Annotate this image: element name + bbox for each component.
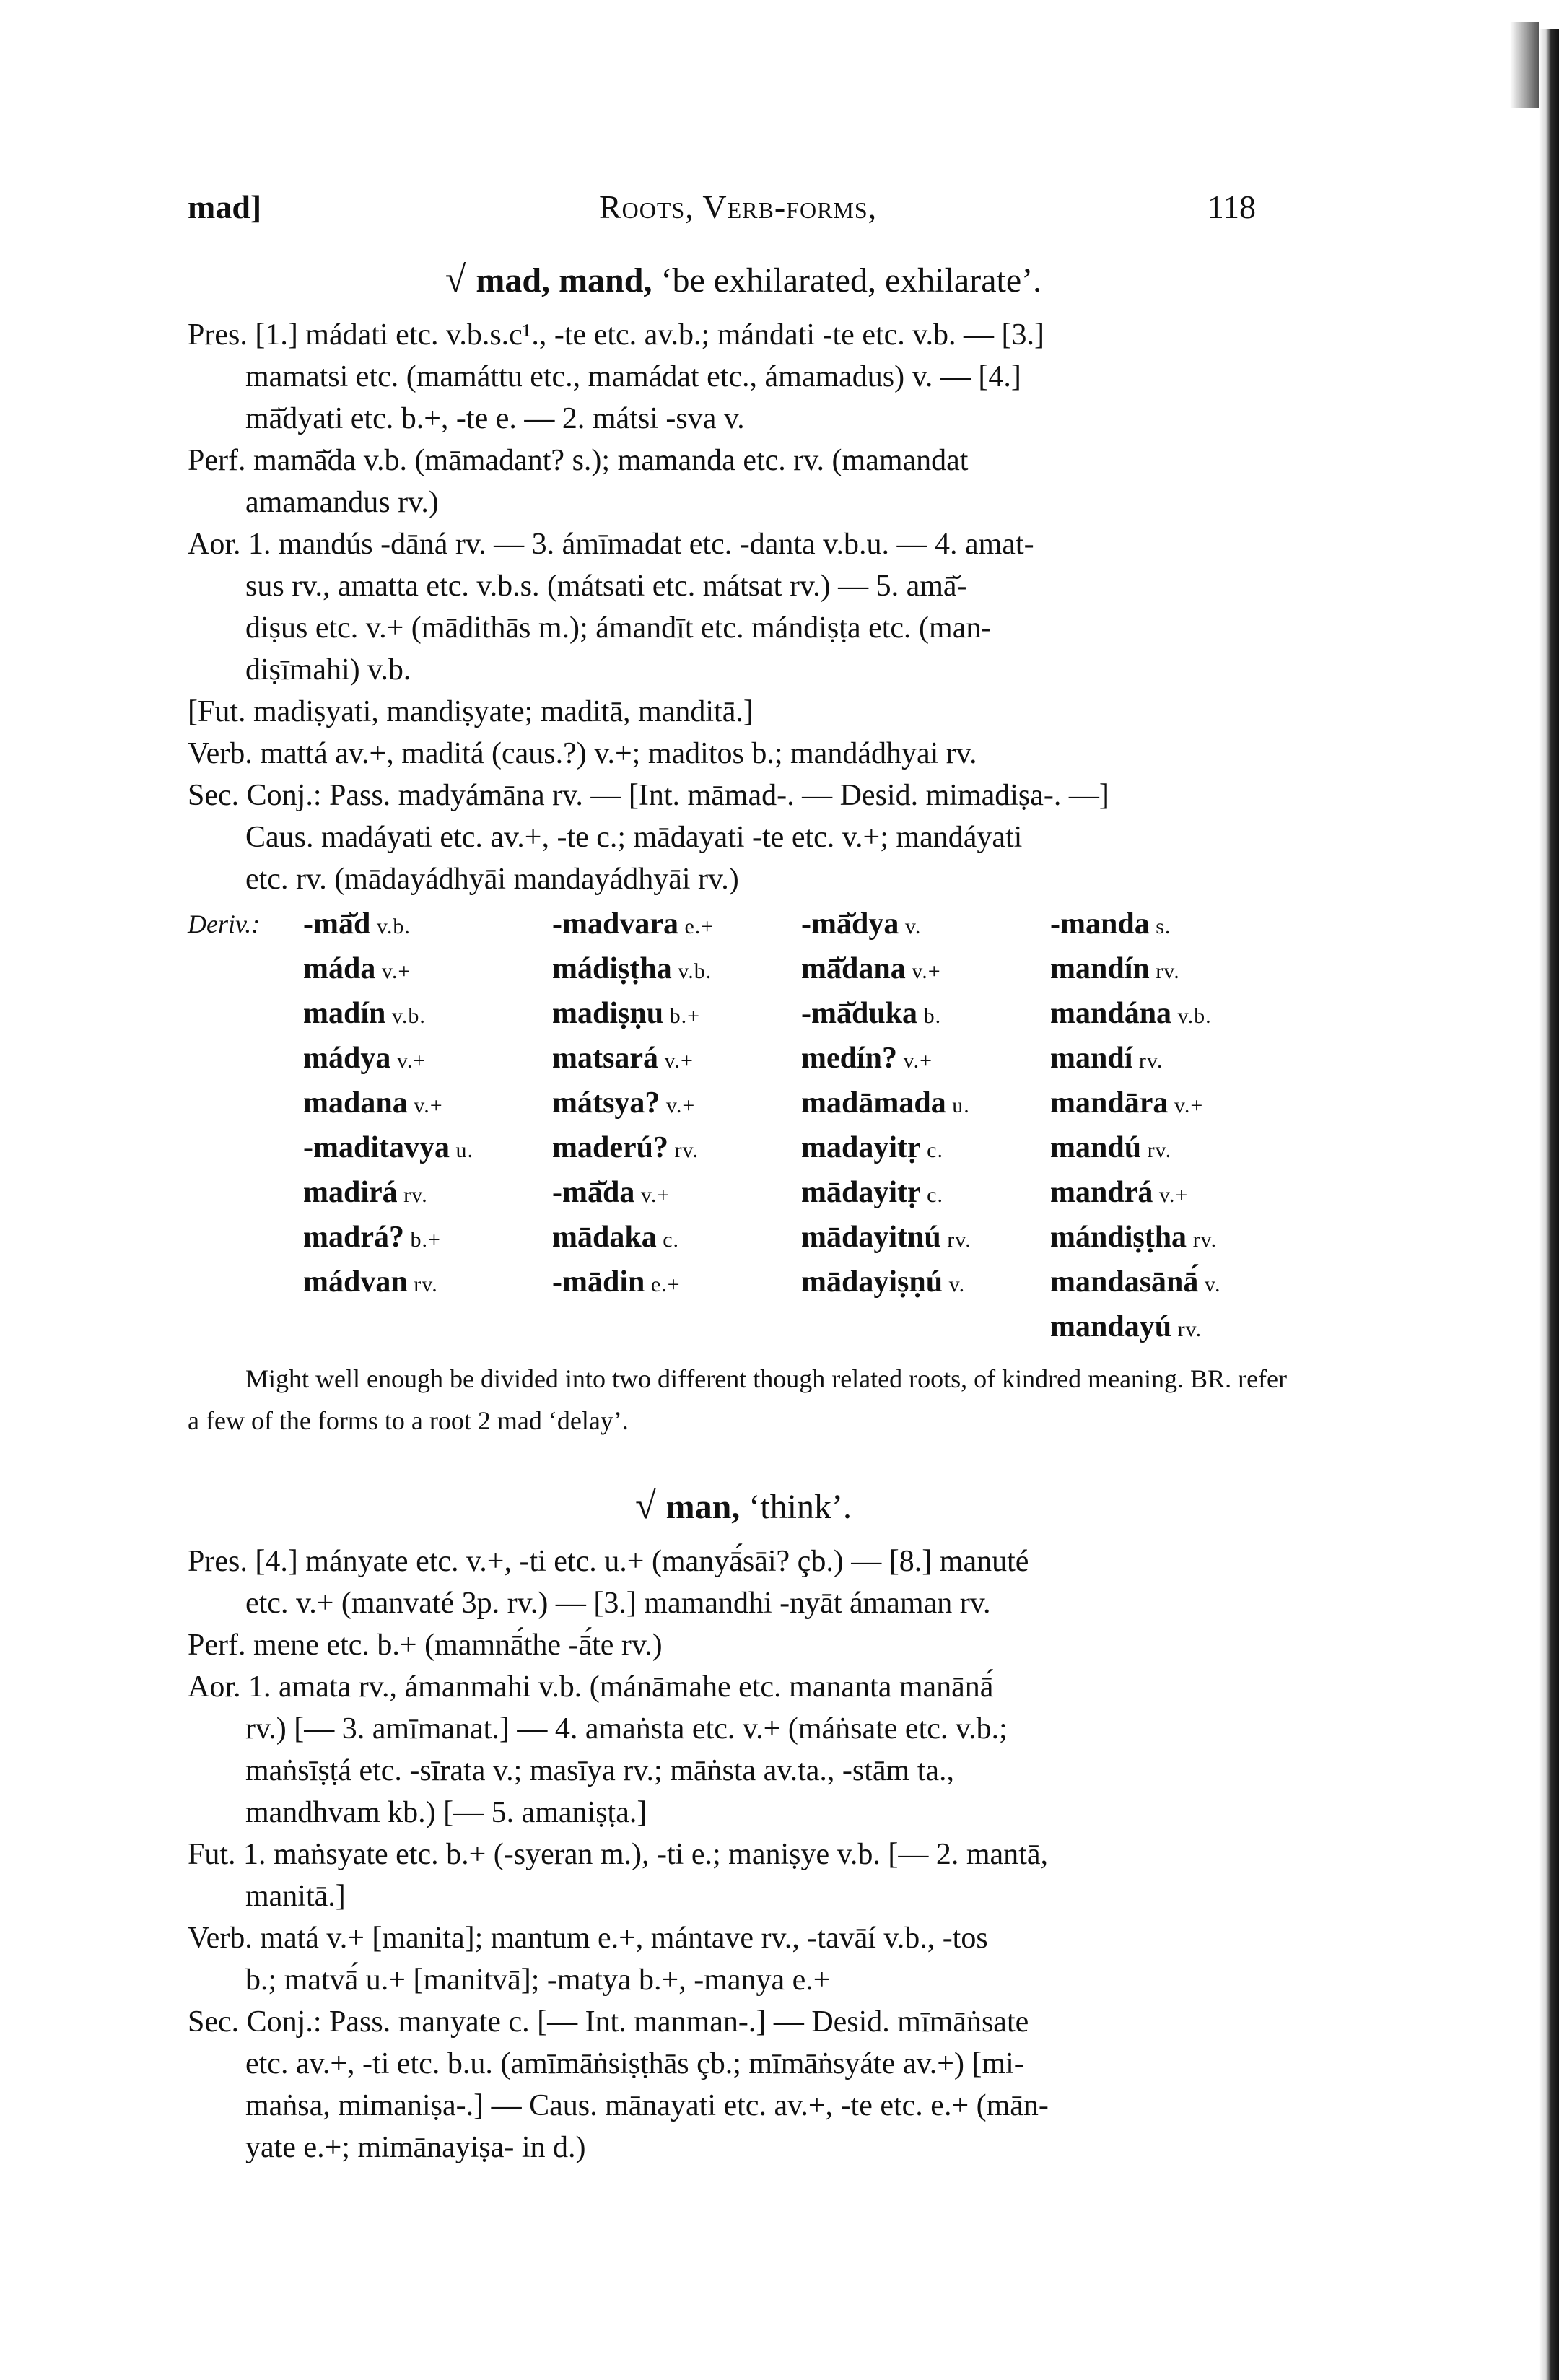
- deriv-word: mandāra: [1050, 1086, 1169, 1120]
- deriv-item: [552, 1172, 801, 1216]
- page-number: 118: [1207, 188, 1256, 225]
- line-pres: Pres. [1.] mádati etc. v.b.s.c¹., -te etc. av.b.; mándati -te etc. v.b. — [3.]: [188, 318, 1045, 352]
- deriv-source: rv.: [1187, 1228, 1218, 1252]
- deriv-source: rv.: [1171, 1317, 1202, 1341]
- deriv-item: [801, 1306, 1050, 1351]
- deriv-word: mádvan: [303, 1265, 408, 1299]
- deriv-source: u.: [946, 1094, 970, 1117]
- deriv-word: mándiṣṭha: [1050, 1221, 1187, 1254]
- deriv-source: rv.: [940, 1228, 971, 1252]
- deriv-word: madrá?: [303, 1221, 404, 1254]
- deriv-source: v.: [899, 915, 922, 938]
- deriv-word: mādayitnú: [801, 1221, 941, 1254]
- line-fut-cont: manitā.]: [245, 1880, 346, 1913]
- deriv-source: rv.: [397, 1183, 428, 1207]
- deriv-item: [801, 1127, 1050, 1172]
- deriv-source: rv.: [407, 1273, 438, 1296]
- deriv-item: [801, 948, 1050, 993]
- deriv-source: v.b.: [1171, 1004, 1212, 1028]
- deriv-word: maderú?: [552, 1131, 668, 1164]
- deriv-item: [552, 1082, 801, 1127]
- deriv-source: v.b.: [671, 959, 712, 983]
- deriv-item: [1050, 1037, 1299, 1082]
- deriv-word: -mā̆dya: [801, 907, 899, 941]
- deriv-item: [1050, 1172, 1299, 1216]
- deriv-item: [1050, 1261, 1299, 1306]
- root-heading-mad: [188, 258, 1299, 301]
- deriv-item: [801, 1082, 1050, 1127]
- deriv-word: -mā̆duka: [801, 997, 918, 1030]
- line-aor: Aor. 1. mandús -dāná rv. — 3. ámīmadat etc. -danta v.b.u. — 4. amat-: [188, 528, 1034, 561]
- deriv-word: mandrá: [1050, 1176, 1153, 1209]
- deriv-item: [1050, 1127, 1299, 1172]
- deriv-source: v.+: [375, 959, 411, 983]
- deriv-item: [303, 1082, 552, 1127]
- derivatives-table: [188, 903, 1299, 1351]
- deriv-item: [552, 1037, 801, 1082]
- entry-man-forms: [188, 1540, 1299, 2168]
- line-caus-cont: etc. rv. (mādayádhyāi mandayádhyāi rv.): [245, 863, 739, 896]
- deriv-word: madana: [303, 1086, 408, 1120]
- line-aor-cont: sus rv., amatta etc. v.b.s. (mátsati etc. mátsat rv.) — 5. amā̆-: [245, 570, 967, 603]
- deriv-source: e.+: [678, 915, 715, 938]
- deriv-source: v.+: [658, 1049, 694, 1073]
- deriv-item: [303, 1216, 552, 1261]
- deriv-word: medín?: [801, 1042, 898, 1075]
- line-sec-conj: Sec. Conj.: Pass. madyámāna rv. — [Int. māmad-. — Desid. mimadiṣa-. —]: [188, 779, 1109, 812]
- deriv-source: v.+: [1153, 1183, 1189, 1207]
- page-edge-top: [1510, 22, 1539, 108]
- deriv-word: mandayú: [1050, 1310, 1172, 1343]
- deriv-word: mādayitṛ: [801, 1176, 921, 1209]
- line-verb-cont: b.; matvā́ u.+ [manitvā]; -matya b.+, -manya e.+: [245, 1963, 831, 1997]
- line-aor-cont: diṣus etc. v.+ (mādithās m.); ámandīt etc. mándiṣṭa etc. (man-: [245, 611, 992, 645]
- deriv-item: [303, 1037, 552, 1082]
- deriv-item: [552, 1127, 801, 1172]
- line-aor-cont: diṣīmahi) v.b.: [245, 653, 411, 686]
- deriv-word: mandú: [1050, 1131, 1142, 1164]
- deriv-source: e.+: [645, 1273, 681, 1296]
- deriv-item: [801, 1172, 1050, 1216]
- line-pres-cont: mā̆dyati etc. b.+, -te e. — 2. mátsi -sva v.: [245, 402, 745, 435]
- deriv-source: v.+: [897, 1049, 933, 1073]
- deriv-word: mādayiṣṇú: [801, 1265, 943, 1299]
- entry-note: Might well enough be divided into two different though related roots, of kindred meaning. BR. refer a few of the forms to a root 2 mad ‘delay’.: [188, 1364, 1288, 1435]
- deriv-source: c.: [920, 1138, 943, 1162]
- deriv-source: v.: [943, 1273, 966, 1296]
- deriv-item: [801, 1216, 1050, 1261]
- deriv-word: -mā̆da: [552, 1176, 635, 1209]
- deriv-word: máda: [303, 952, 376, 985]
- deriv-item: [801, 1261, 1050, 1306]
- deriv-item: [303, 903, 552, 948]
- deriv-item: [303, 1306, 552, 1351]
- radical-sign-icon: √: [445, 259, 466, 300]
- deriv-source: v.+: [634, 1183, 671, 1207]
- deriv-label: Deriv.:: [188, 910, 261, 938]
- line-aor: Aor. 1. amata rv., ámanmahi v.b. (mánāmahe etc. mananta manānā́: [188, 1670, 994, 1704]
- deriv-word: mā̆dana: [801, 952, 906, 985]
- deriv-item: [801, 993, 1050, 1037]
- deriv-source: rv.: [1141, 1138, 1172, 1162]
- deriv-word: madiṣṇu: [552, 997, 664, 1030]
- deriv-word: -maditavya: [303, 1131, 450, 1164]
- deriv-item: [303, 1261, 552, 1306]
- deriv-word: -manda: [1050, 907, 1150, 941]
- running-head-root: mad]: [188, 188, 262, 225]
- line-sec-conj: Sec. Conj.: Pass. manyate c. [— Int. manman-.] — Desid. mīmāṅsate: [188, 2005, 1029, 2039]
- root-gloss: ‘think’.: [748, 1488, 852, 1526]
- deriv-item: [1050, 1306, 1299, 1351]
- radical-sign-icon: √: [635, 1486, 656, 1527]
- deriv-word: madayitṛ: [801, 1131, 921, 1164]
- entry-mad-forms: [188, 314, 1299, 900]
- line-perf: Perf. mamā̆da v.b. (māmadant? s.); mamanda etc. rv. (mamandat: [188, 444, 969, 477]
- line-caus: Caus. madáyati etc. av.+, -te c.; mādayati -te etc. v.+; mandáyati: [245, 821, 1023, 854]
- deriv-item: [1050, 903, 1299, 948]
- running-head-title: Roots, Verb-forms,: [599, 188, 878, 225]
- deriv-source: c.: [920, 1183, 943, 1207]
- deriv-item: [303, 993, 552, 1037]
- line-fut: Fut. 1. maṅsyate etc. b.+ (-syeran m.), -ti e.; maniṣye v.b. [— 2. mantā,: [188, 1838, 1048, 1871]
- line-aor-cont: mandhvam kb.) [— 5. amaniṣṭa.]: [245, 1796, 647, 1829]
- deriv-source: v.b.: [385, 1004, 426, 1028]
- deriv-word: mátsya?: [552, 1086, 660, 1120]
- deriv-source: u.: [450, 1138, 473, 1162]
- deriv-source: v.+: [1168, 1094, 1204, 1117]
- deriv-item: [1050, 1216, 1299, 1261]
- deriv-item: [552, 903, 801, 948]
- deriv-word: madín: [303, 997, 386, 1030]
- deriv-item: [1050, 1082, 1299, 1127]
- deriv-source: rv.: [1132, 1049, 1163, 1073]
- deriv-item: [303, 1127, 552, 1172]
- root-heading-man: [188, 1485, 1299, 1527]
- deriv-item: [552, 1261, 801, 1306]
- line-verb: Verb. mattá av.+, maditá (caus.?) v.+; maditos b.; mandádhyai rv.: [188, 737, 977, 770]
- deriv-item: [303, 1172, 552, 1216]
- line-pres-cont: etc. v.+ (manvaté 3p. rv.) — [3.] mamandhi -nyāt ámaman rv.: [245, 1587, 991, 1620]
- deriv-word: madāmada: [801, 1086, 946, 1120]
- page-edge-shadow: [1539, 29, 1559, 2380]
- deriv-item: [801, 903, 1050, 948]
- line-sec-conj-cont: etc. av.+, -ti etc. b.u. (amīmāṅsiṣṭhās çb.; mīmāṅsyáte av.+) [mi-: [245, 2047, 1024, 2080]
- deriv-word: mádya: [303, 1042, 391, 1075]
- deriv-source: v.: [1198, 1273, 1221, 1296]
- deriv-source: rv.: [668, 1138, 699, 1162]
- deriv-source: v.b.: [370, 915, 411, 938]
- deriv-word: mandasānā́: [1050, 1265, 1199, 1299]
- deriv-item: [1050, 948, 1299, 993]
- deriv-word: -madvara: [552, 907, 678, 941]
- deriv-item: [1050, 993, 1299, 1037]
- line-sec-conj-cont: yate e.+; mimānayiṣa- in d.): [245, 2131, 586, 2164]
- root-word: mad, mand,: [476, 261, 652, 300]
- deriv-word: mádiṣṭha: [552, 952, 672, 985]
- deriv-source: s.: [1149, 915, 1171, 938]
- deriv-source: v.+: [905, 959, 941, 983]
- line-perf: Perf. mene etc. b.+ (mamnā́the -ā́te rv.): [188, 1629, 663, 1662]
- running-head: [188, 188, 1299, 238]
- line-sec-conj-cont: maṅsa, mimaniṣa-.] — Caus. mānayati etc. av.+, -te etc. e.+ (mān-: [245, 2089, 1049, 2122]
- deriv-word: mandí: [1050, 1042, 1133, 1075]
- deriv-source: v.+: [660, 1094, 696, 1117]
- line-perf-cont: amamandus rv.): [245, 486, 439, 519]
- deriv-item: [801, 1037, 1050, 1082]
- deriv-item: [552, 1306, 801, 1351]
- line-pres: Pres. [4.] mányate etc. v.+, -ti etc. u.+ (manyā́sāi? çb.) — [8.] manuté: [188, 1545, 1029, 1578]
- deriv-source: b.: [917, 1004, 942, 1028]
- deriv-item: [552, 1216, 801, 1261]
- line-pres-cont: mamatsi etc. (mamáttu etc., mamádat etc., ámamadus) v. — [4.]: [245, 360, 1021, 393]
- deriv-source: v.+: [407, 1094, 443, 1117]
- deriv-item: [552, 948, 801, 993]
- deriv-word: -mā̆d: [303, 907, 371, 941]
- deriv-word: mādaka: [552, 1221, 657, 1254]
- deriv-word: matsará: [552, 1042, 658, 1075]
- deriv-word: mandín: [1050, 952, 1150, 985]
- line-verb: Verb. matá v.+ [manita]; mantum e.+, mántave rv., -tavāí v.b., -tos: [188, 1922, 988, 1955]
- deriv-source: c.: [656, 1228, 680, 1252]
- root-gloss: ‘be exhilarated, exhilarate’.: [660, 261, 1042, 300]
- deriv-word: madirá: [303, 1176, 398, 1209]
- deriv-word: -mādin: [552, 1265, 645, 1299]
- deriv-source: b.+: [404, 1228, 441, 1252]
- root-word: man,: [665, 1488, 741, 1526]
- deriv-source: v.+: [390, 1049, 427, 1073]
- deriv-grid: [303, 903, 1299, 1351]
- deriv-item: [552, 993, 801, 1037]
- deriv-source: rv.: [1149, 959, 1180, 983]
- line-aor-cont: rv.) [— 3. amīmanat.] — 4. amaṅsta etc. v.+ (máṅsate etc. v.b.;: [245, 1712, 1008, 1745]
- dictionary-page: [188, 188, 1299, 2168]
- line-fut: [Fut. madiṣyati, mandiṣyate; maditā, manditā.]: [188, 695, 754, 728]
- deriv-source: b.+: [663, 1004, 700, 1028]
- deriv-word: mandána: [1050, 997, 1172, 1030]
- line-aor-cont: maṅsīṣṭá etc. -sīrata v.; masīya rv.; māṅsta av.ta., -stām ta.,: [245, 1754, 955, 1787]
- deriv-item: [303, 948, 552, 993]
